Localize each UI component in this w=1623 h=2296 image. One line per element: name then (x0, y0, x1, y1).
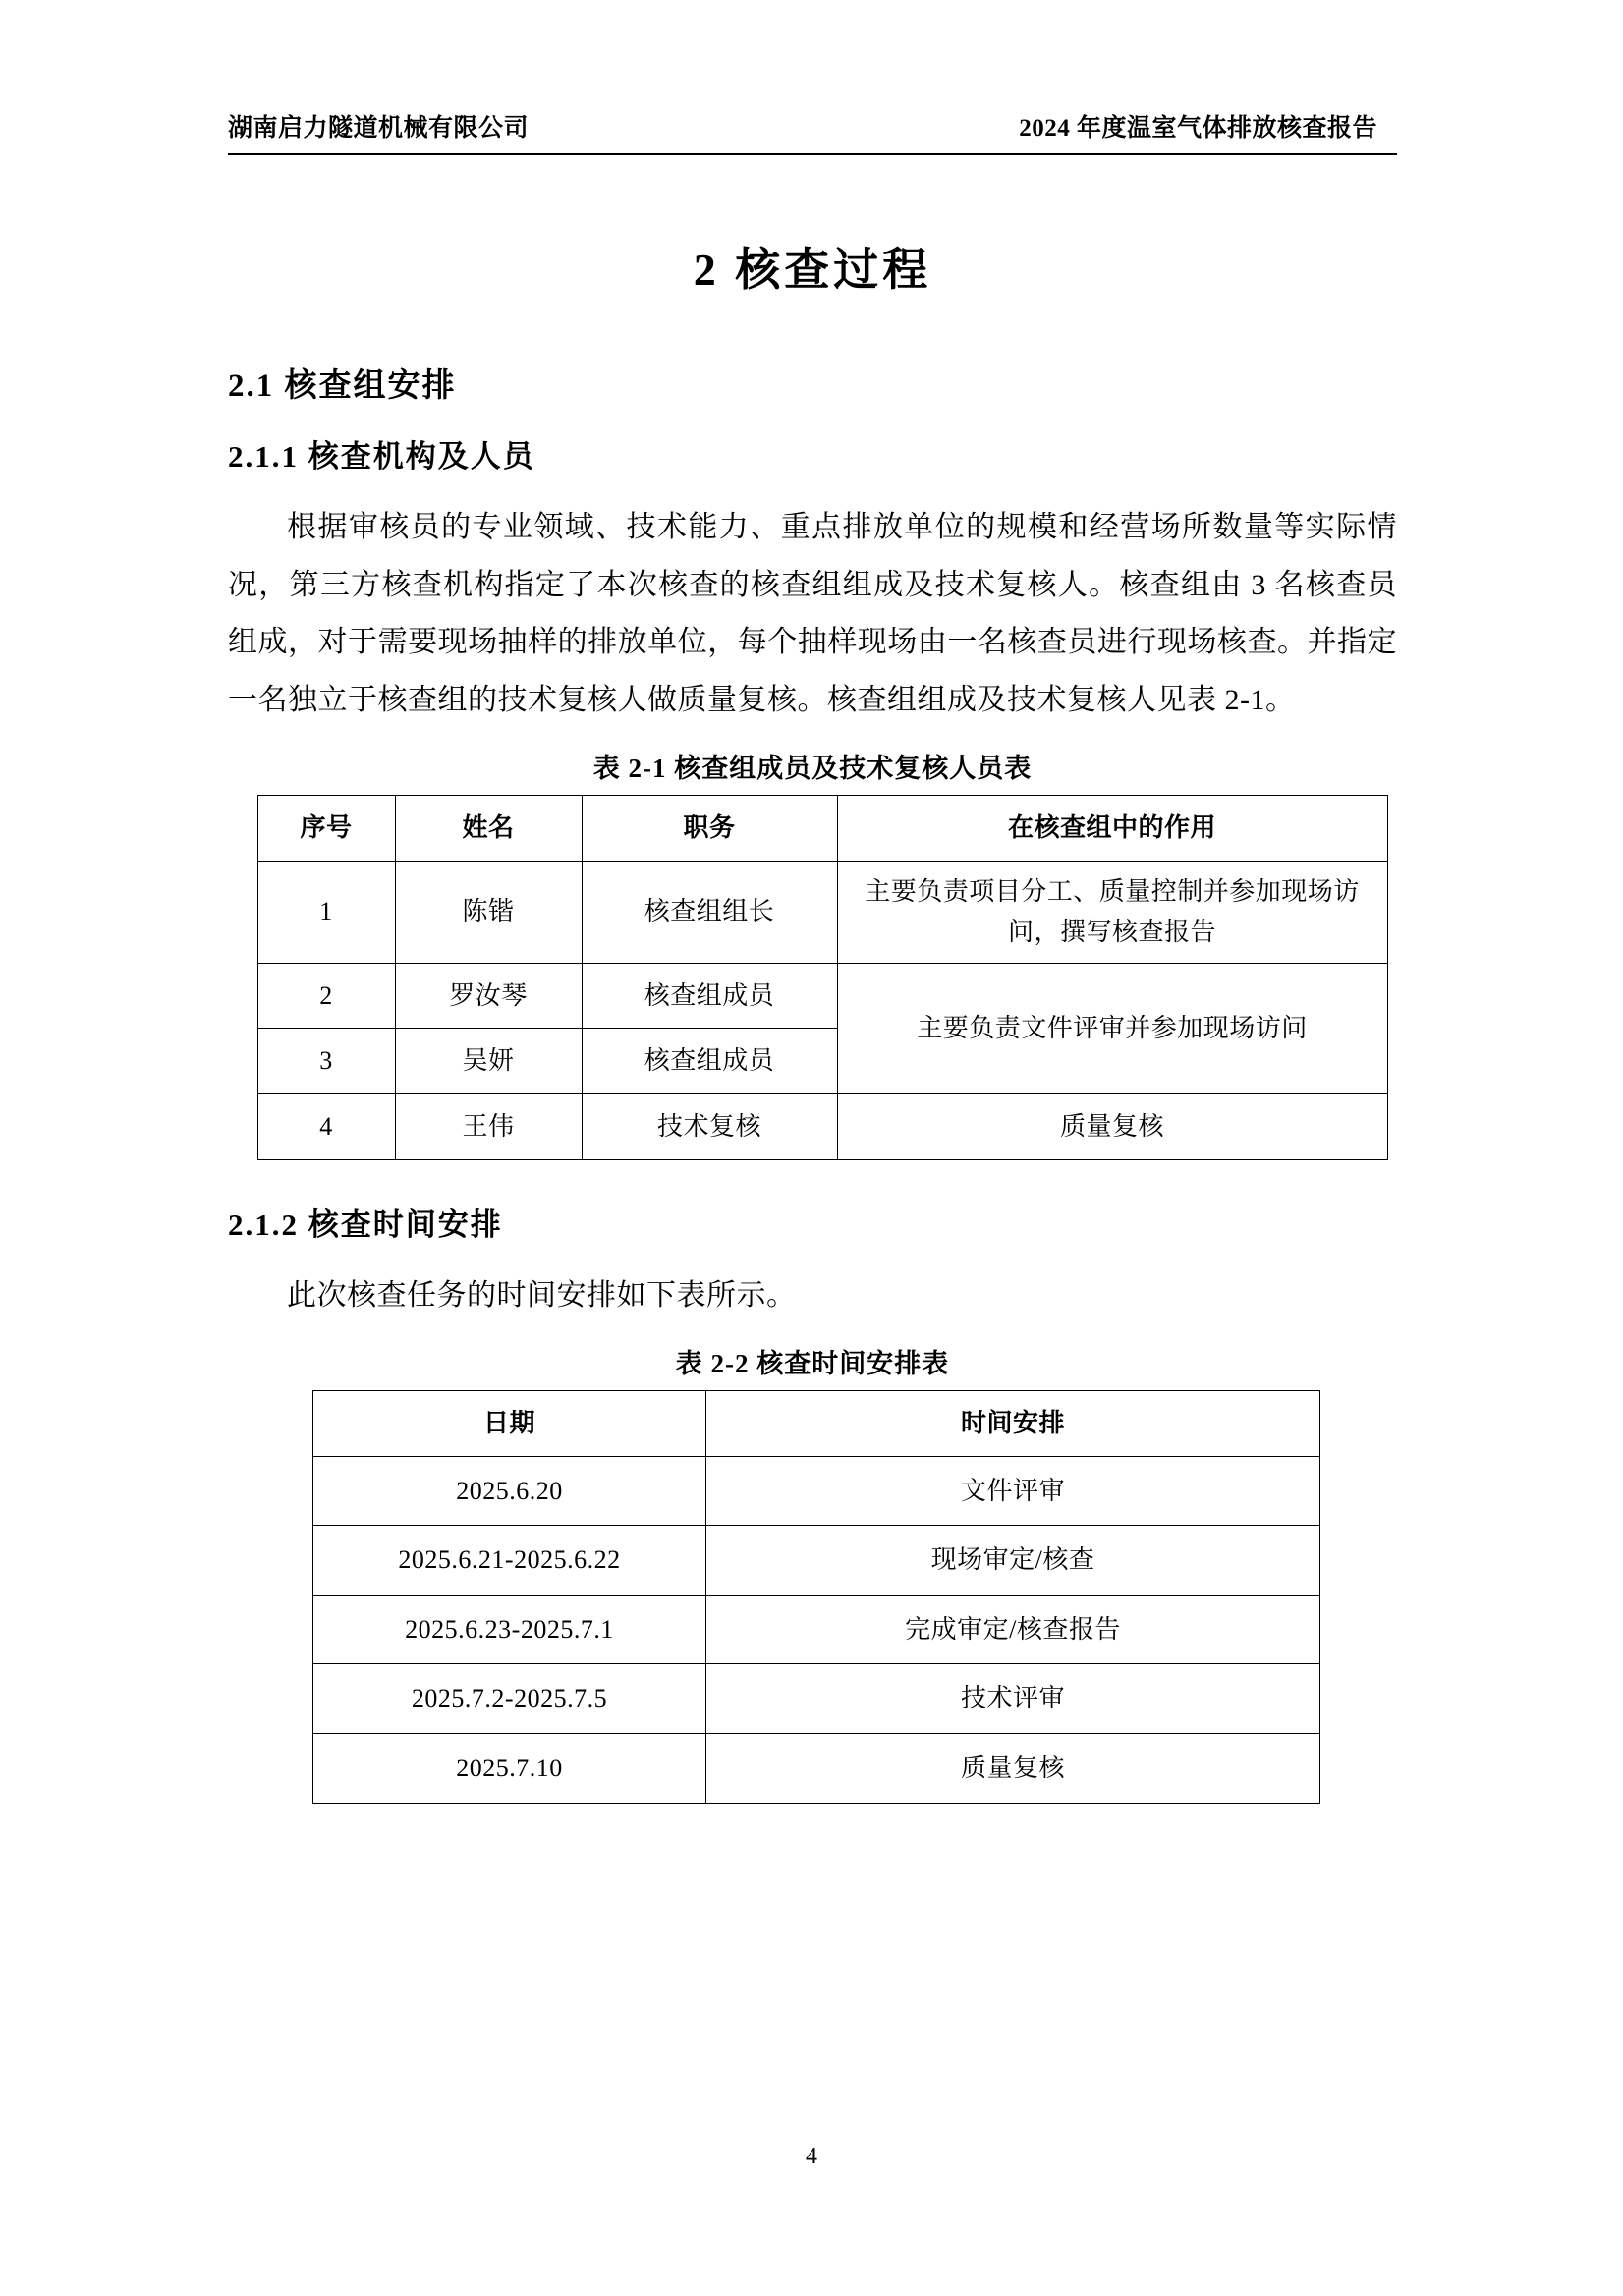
header-report-title: 2024 年度温室气体排放核查报告 (1019, 115, 1377, 141)
cell-duty: 核查组成员 (582, 1029, 837, 1094)
table-row (257, 1093, 1387, 1159)
cell-name: 吴妍 (395, 1029, 582, 1094)
table-2-2-header-date: 日期 (313, 1391, 706, 1457)
table-2-1-header-duty: 职务 (582, 796, 837, 862)
subsection-heading-2-1-1: 2.1.1 核查机构及人员 (228, 439, 535, 474)
table-2-1-wrapper (248, 795, 1397, 1160)
cell-date: 2025.6.23-2025.7.1 (313, 1595, 706, 1664)
page-number: 4 (806, 2144, 817, 2169)
page-content (228, 108, 1397, 1804)
table-2-1-header-name: 姓名 (395, 796, 582, 862)
paragraph-review-team: 根据审核员的专业领域、技术能力、重点排放单位的规模和经营场所数量等实际情况，第三方核查机构指定了本次核查的核查组组成及技术复核人。核查组由 3 名核查员组成，对于需要现场抽样的排放单位，每个抽样现场由一名核查员进行现场核查。并指定一名独立于核查组的技术复核人做质量复核。核查组组成及技术复核人见表 2-1。 (228, 511, 1397, 716)
header-company-name: 湖南启力隧道机械有限公司 (228, 115, 530, 141)
cell-name: 罗汝琴 (395, 963, 582, 1029)
cell-no: 1 (257, 861, 395, 963)
table-2-1-caption: 表 2-1 核查组成员及技术复核人员表 (592, 754, 1033, 783)
section-heading-2-1: 2.1 核查组安排 (228, 368, 457, 404)
paragraph-schedule-intro: 此次核查任务的时间安排如下表所示。 (287, 1278, 797, 1312)
cell-name: 王伟 (395, 1093, 582, 1159)
cell-role: 主要负责项目分工、质量控制并参加现场访问，撰写核查报告 (837, 861, 1387, 963)
table-2-2-header-task: 时间安排 (706, 1391, 1320, 1457)
cell-role-merged: 主要负责文件评审并参加现场访问 (837, 963, 1387, 1093)
table-row (313, 1595, 1320, 1664)
cell-task: 现场审定/核查 (706, 1526, 1320, 1596)
cell-duty: 核查组成员 (582, 963, 837, 1029)
table-row (313, 1456, 1320, 1526)
table-2-1 (257, 795, 1388, 1160)
cell-no: 3 (257, 1029, 395, 1094)
table-row (313, 1664, 1320, 1734)
cell-date: 2025.7.2-2025.7.5 (313, 1664, 706, 1734)
chapter-title: 2 核查过程 (693, 245, 932, 295)
table-row (313, 1734, 1320, 1804)
table-2-1-header-no: 序号 (257, 796, 395, 862)
cell-no: 2 (257, 963, 395, 1029)
table-row (257, 861, 1387, 963)
table-2-1-header-role: 在核查组中的作用 (837, 796, 1387, 862)
table-2-2-caption: 表 2-2 核查时间安排表 (675, 1349, 950, 1379)
cell-name: 陈锴 (395, 861, 582, 963)
cell-date: 2025.7.10 (313, 1734, 706, 1804)
cell-task: 完成审定/核查报告 (706, 1595, 1320, 1664)
table-2-2 (312, 1390, 1320, 1804)
table-header-row (313, 1391, 1320, 1457)
cell-no: 4 (257, 1093, 395, 1159)
cell-task: 文件评审 (706, 1456, 1320, 1526)
table-row (313, 1526, 1320, 1596)
table-2-2-wrapper (236, 1390, 1397, 1804)
cell-duty: 技术复核 (582, 1093, 837, 1159)
cell-task: 质量复核 (706, 1734, 1320, 1804)
cell-date: 2025.6.21-2025.6.22 (313, 1526, 706, 1596)
table-row (257, 963, 1387, 1029)
running-header (228, 108, 1397, 155)
cell-duty: 核查组组长 (582, 861, 837, 963)
cell-date: 2025.6.20 (313, 1456, 706, 1526)
cell-task: 技术评审 (706, 1664, 1320, 1734)
cell-role: 质量复核 (837, 1093, 1387, 1159)
subsection-heading-2-1-2: 2.1.2 核查时间安排 (228, 1206, 503, 1242)
table-header-row (257, 796, 1387, 862)
